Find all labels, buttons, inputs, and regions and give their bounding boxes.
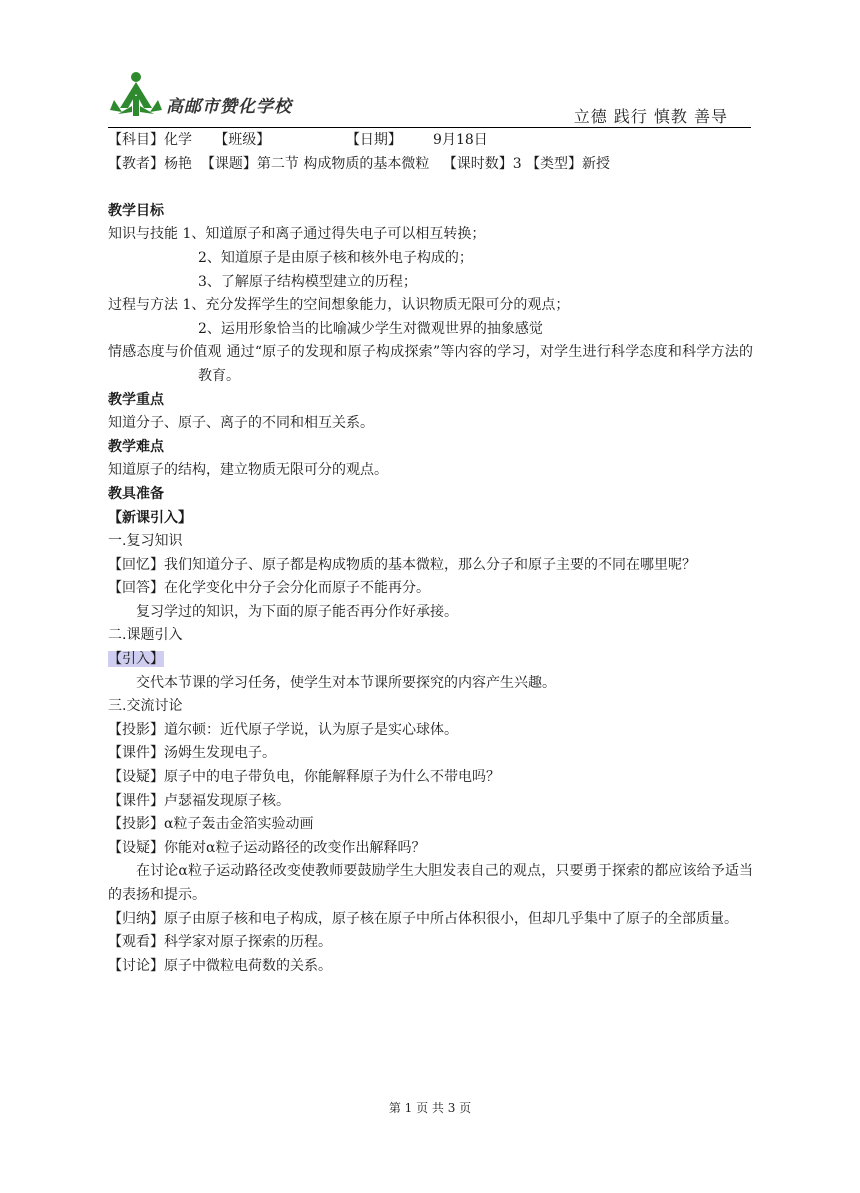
school-logo-icon <box>108 70 164 120</box>
discussion-item: 【投影】α粒子轰击金箔实验动画 <box>108 816 314 833</box>
school-motto: 立德 践行 慎教 善导 <box>573 107 728 126</box>
difficulties-text: 知道原子的结构，建立物质无限可分的观点。 <box>108 462 388 479</box>
objective-process-2: 2、运用形象恰当的比喻减少学生对微观世界的抽象感觉 <box>198 320 543 337</box>
key-points-text: 知道分子、原子、离子的不同和相互关系。 <box>108 415 374 432</box>
section-3-title: 三.交流讨论 <box>108 698 183 715</box>
discussion-item: 【观看】科学家对原子探索的历程。 <box>108 934 332 951</box>
objective-knowledge-3: 3、了解原子结构模型建立的历程； <box>198 273 417 290</box>
discussion-item: 【课件】卢瑟福发现原子核。 <box>108 792 290 809</box>
review-paragraph: 复习学过的知识，为下面的原子能否再分作好承接。 <box>136 603 458 620</box>
section-1-title: 一.复习知识 <box>108 533 183 550</box>
meta-line-1: 【科目】化学 【班级】 【日期】 9月18日 <box>108 132 488 148</box>
discussion-item: 【投影】道尔顿：近代原子学说，认为原子是实心球体。 <box>108 721 458 738</box>
discussion-item: 【课件】汤姆生发现电子。 <box>108 745 276 762</box>
discussion-item: 【设疑】原子中的电子带负电，你能解释原子为什么不带电吗？ <box>108 769 500 786</box>
introduce-tag-highlight: 【引入】 <box>108 651 164 668</box>
spacer <box>108 176 753 200</box>
section-2-title: 二.课题引入 <box>108 627 183 644</box>
answer-paragraph: 【回答】在化学变化中分子会分化而原子不能再分。 <box>108 580 430 597</box>
objective-knowledge-2: 2、知道原子是由原子核和核外电子构成的； <box>198 249 473 266</box>
lesson-plan-body <box>108 129 753 978</box>
new-lesson-heading: 【新课引入】 <box>108 509 192 526</box>
discussion-item: 【设疑】你能对α粒子运动路径的改变作出解释吗？ <box>108 839 426 856</box>
key-points-heading: 教学重点 <box>108 391 164 408</box>
objective-process-1: 过程与方法 1、充分发挥学生的空间想象能力，认识物质无限可分的观点； <box>108 297 570 314</box>
school-name-logo: 高邮市赞化学校 <box>166 97 292 117</box>
recall-paragraph: 【回忆】我们知道分子、原子都是构成物质的基本微粒，那么分子和原子主要的不同在哪里呢？ <box>108 556 696 573</box>
page-footer: 第 1 页 共 3 页 <box>388 1101 472 1115</box>
tools-heading: 教具准备 <box>108 485 164 502</box>
objectives-heading: 教学目标 <box>108 202 164 219</box>
discussion-note: 在讨论α粒子运动路径改变使教师要鼓励学生大胆发表自己的观点，只要勇于探索的都应该给予适当的表扬和提示。 <box>108 863 753 903</box>
objective-emotion: 情感态度与价值观 通过“原子的发现和原子构成探索”等内容的学习，对学生进行科学态度和科学方法的教育。 <box>108 344 753 384</box>
summary-paragraph: 【归纳】原子由原子核和电子构成，原子核在原子中所占体积很小，但却几乎集中了原子的全部质量。 <box>108 910 738 927</box>
introduce-paragraph: 交代本节课的学习任务，使学生对本节课所要探究的内容产生兴趣。 <box>136 674 556 691</box>
meta-line-2: 【教者】杨艳 【课题】第二节 构成物质的基本微粒 【课时数】3 【类型】新授 <box>108 155 611 172</box>
objective-knowledge-1: 知识与技能 1、知道原子和离子通过得失电子可以相互转换； <box>108 226 486 243</box>
discussion-item: 【讨论】原子中微粒电荷数的关系。 <box>108 957 332 974</box>
difficulties-heading: 教学难点 <box>108 438 164 455</box>
header-divider <box>108 127 751 128</box>
page-header <box>108 68 750 128</box>
